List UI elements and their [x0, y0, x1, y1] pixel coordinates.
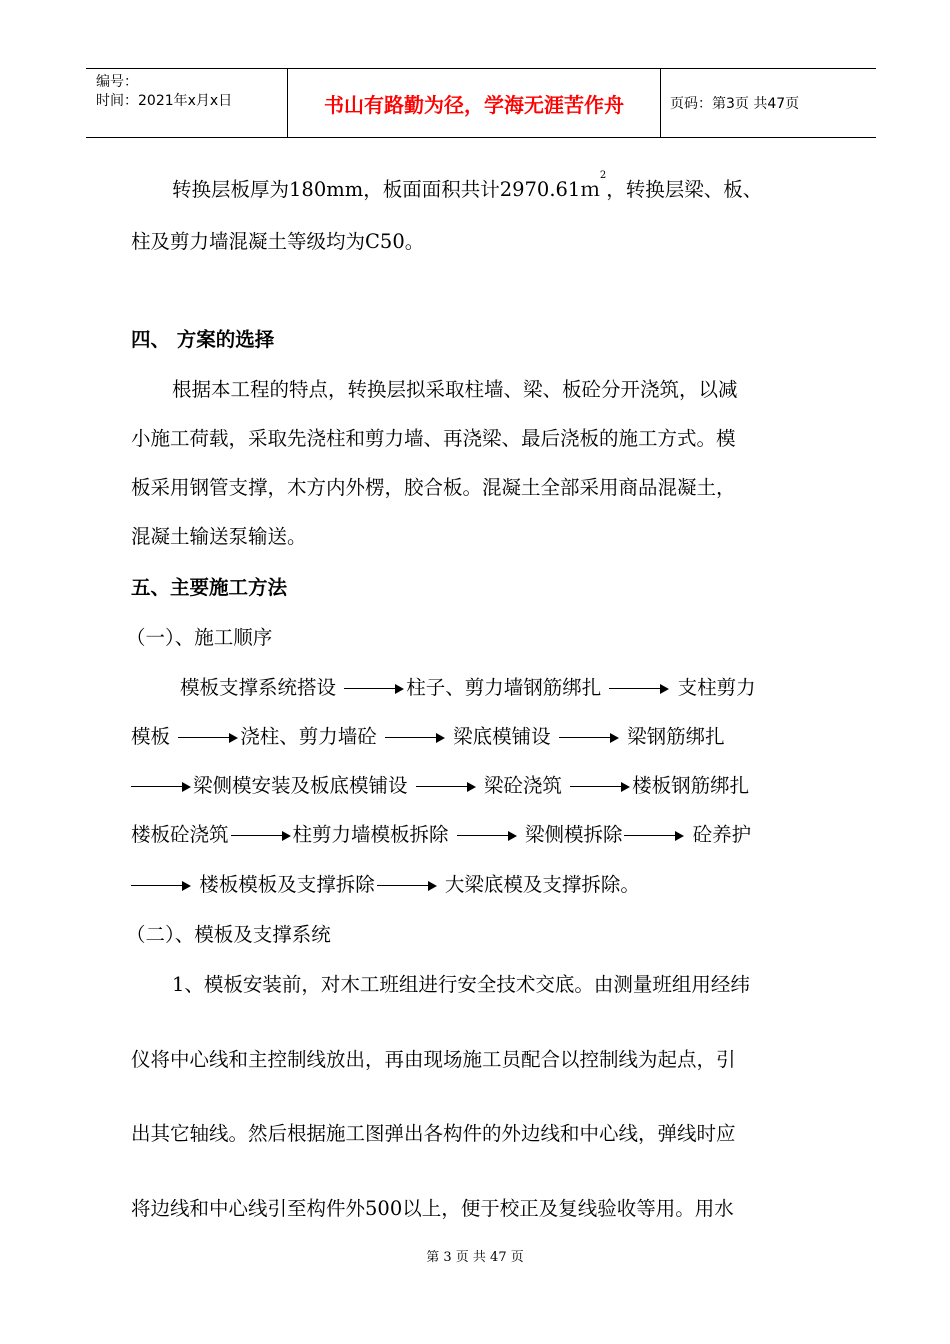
- paragraph-line: 根据本工程的特点，转换层拟采取柱墙、梁、板砼分开浇筑，以减: [172, 378, 738, 401]
- flow-step: 梁侧模拆除: [524, 823, 623, 846]
- flow-step: 浇柱、剪力墙砼: [240, 725, 377, 748]
- text-span: ，转换层梁、板、: [606, 178, 763, 201]
- flow-line: [180, 672, 756, 700]
- paragraph-line: 小施工荷载，采取先浇柱和剪力墙、再浇梁、最后浇板的施工方式。模: [131, 427, 736, 450]
- flow-step: 大梁底模及支撑拆除。: [444, 873, 640, 896]
- flow-step: 模板: [131, 725, 171, 748]
- arrow-right-icon: [178, 732, 238, 744]
- paragraph-line: 板采用钢管支撑，木方内外楞，胶合板。混凝土全部采用商品混凝土，: [131, 476, 736, 499]
- superscript: 2: [599, 170, 607, 181]
- flow-step: 梁砼浇筑: [483, 774, 562, 797]
- text-span: 转换层板厚为180mm，板面面积共计2970.61ｍ: [172, 178, 600, 201]
- flow-line: [131, 721, 725, 749]
- arrow-right-icon: [609, 683, 669, 695]
- paragraph-line: 1、模板安装前，对木工班组进行安全技术交底。由测量班组用经纬: [172, 973, 750, 996]
- paragraph-line: 混凝土输送泵输送。: [131, 525, 307, 548]
- flow-line: [131, 819, 751, 847]
- arrow-right-icon: [131, 781, 191, 793]
- paragraph-line: [172, 170, 763, 202]
- flow-line: [131, 869, 640, 897]
- section-heading-4: 四、 方案的选择: [131, 328, 275, 351]
- arrow-right-icon: [416, 781, 476, 793]
- arrow-right-icon: [377, 880, 437, 892]
- flow-step: 楼板模板及支撑拆除: [199, 873, 375, 896]
- subsection-heading: （一）、施工顺序: [126, 626, 273, 649]
- header-divider: [660, 69, 661, 137]
- arrow-right-icon: [131, 880, 191, 892]
- flow-step: 模板支撑系统搭设: [180, 676, 337, 699]
- flow-step: 楼板钢筋绑扎: [632, 774, 750, 797]
- flow-step: 柱剪力墙模板拆除: [292, 823, 449, 846]
- section-heading-5: 五、主要施工方法: [131, 576, 288, 599]
- arrow-right-icon: [385, 732, 445, 744]
- paragraph-line: 出其它轴线。然后根据施工图弹出各构件的外边线和中心线，弹线时应: [131, 1122, 736, 1145]
- flow-step: 梁钢筋绑扎: [627, 725, 725, 748]
- header-page-label: 页码：第3页 共47页: [670, 96, 800, 112]
- paragraph-line: 仪将中心线和主控制线放出，再由现场施工员配合以控制线为起点，引: [131, 1048, 736, 1071]
- page-footer: 第 3 页 共 47 页: [426, 1250, 524, 1265]
- flow-line: [131, 770, 749, 798]
- header-motto: 书山有路勤为径，学海无涯苦作舟: [324, 93, 624, 117]
- arrow-right-icon: [570, 781, 630, 793]
- paragraph-line: 将边线和中心线引至构件外500以上，便于校正及复线验收等用。用水: [131, 1197, 734, 1220]
- arrow-right-icon: [624, 830, 684, 842]
- flow-step: 支柱剪力: [677, 676, 756, 699]
- number-label: 编号：: [96, 74, 138, 90]
- flow-step: 楼板砼浇筑: [131, 823, 229, 846]
- flow-step: 梁底模铺设: [453, 725, 551, 748]
- time-label: 时间：2021年x月x日: [96, 93, 233, 109]
- arrow-right-icon: [231, 830, 291, 842]
- flow-step: 梁侧模安装及板底模铺设: [193, 774, 408, 797]
- flow-step: 柱子、剪力墙钢筋绑扎: [406, 676, 602, 699]
- arrow-right-icon: [344, 683, 404, 695]
- header-meta: [96, 73, 232, 111]
- header-table: [86, 68, 876, 138]
- arrow-right-icon: [559, 732, 619, 744]
- flow-step: 砼养护: [692, 823, 752, 846]
- subsection-heading: （二）、模板及支撑系统: [126, 923, 331, 946]
- arrow-right-icon: [457, 830, 517, 842]
- paragraph-line: 柱及剪力墙混凝土等级均为C50。: [131, 230, 425, 253]
